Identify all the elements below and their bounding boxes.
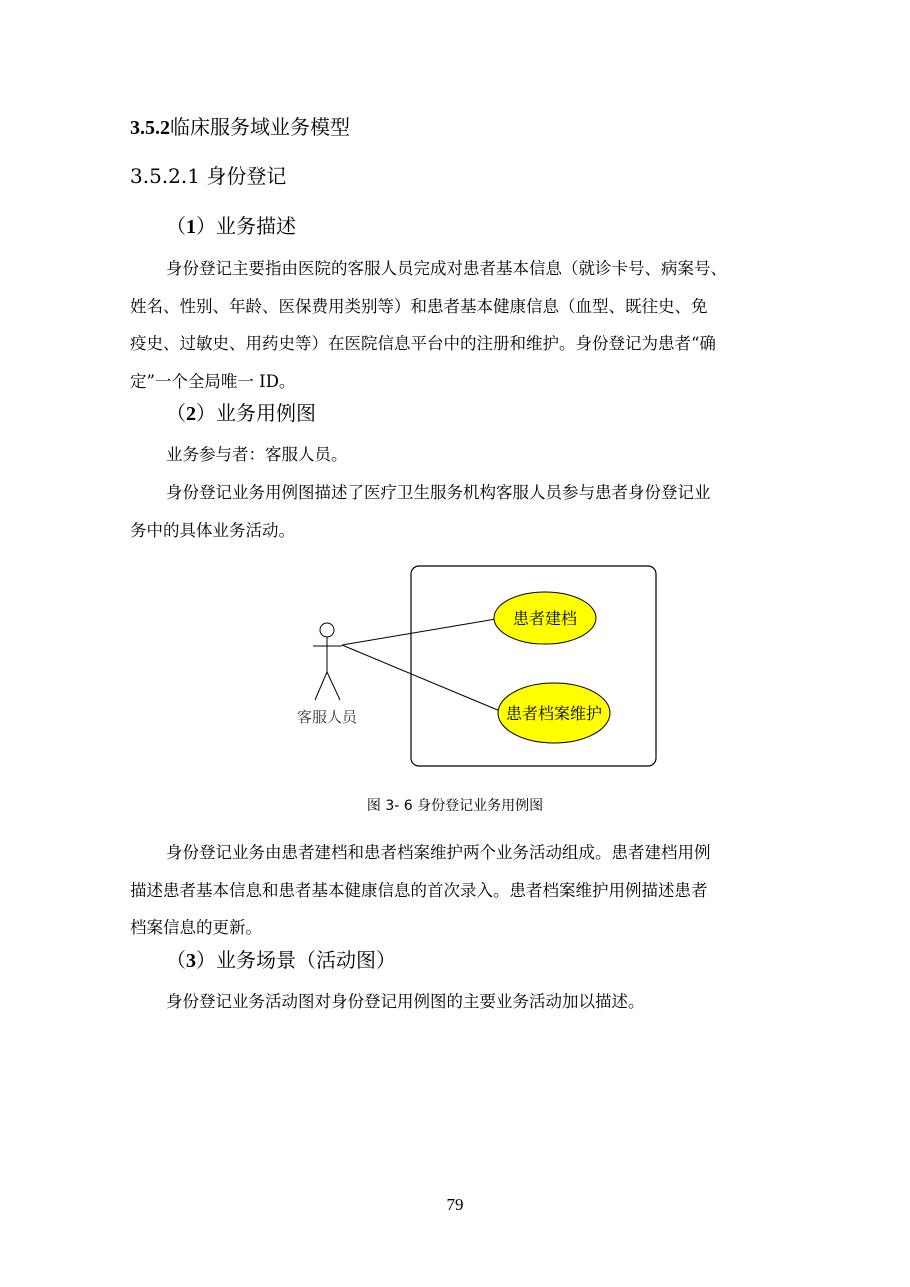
heading-number: 1 bbox=[186, 216, 196, 238]
heading-number: 3 bbox=[186, 950, 196, 972]
actor-figure bbox=[313, 623, 342, 700]
paragraph-line: 身份登记主要指由医院的客服人员完成对患者基本信息（就诊卡号、病案号、 bbox=[166, 259, 727, 278]
association-line bbox=[342, 645, 500, 711]
heading-title: 业务描述 bbox=[216, 214, 296, 238]
heading-title: 业务用例图 bbox=[216, 401, 316, 425]
figure-caption: 图 3- 6 身份登记业务用例图 bbox=[366, 798, 544, 814]
paragraph-line: 身份登记业务用例图描述了医疗卫生服务机构客服人员参与患者身份登记业 bbox=[166, 483, 711, 502]
page-number: 79 bbox=[446, 1195, 464, 1214]
scene-paragraph bbox=[130, 983, 782, 1021]
paragraph-line: 身份登记业务活动图对身份登记用例图的主要业务活动加以描述。 bbox=[166, 992, 645, 1011]
section-number: 3.5.2 bbox=[130, 117, 170, 139]
heading-title: 业务场景（活动图） bbox=[216, 948, 396, 972]
subsection-heading: 3.5.2.1 身份登记 bbox=[130, 164, 287, 188]
heading-business-scene: （3）业务场景（活动图） bbox=[166, 948, 396, 972]
heading-number: 2 bbox=[186, 403, 196, 425]
paragraph-line: 档案信息的更新。 bbox=[130, 918, 262, 937]
paragraph-line: 身份登记业务由患者建档和患者档案维护两个业务活动组成。患者建档用例 bbox=[166, 843, 711, 862]
paragraph-line: 姓名、性别、年龄、医保费用类别等）和患者基本健康信息（血型、既往史、免 bbox=[130, 296, 708, 316]
usecase-label: 患者建档 bbox=[512, 609, 578, 628]
usecase-label: 患者档案维护 bbox=[505, 704, 603, 723]
heading-business-description: （1）业务描述 bbox=[166, 214, 296, 238]
composition-paragraph bbox=[130, 834, 782, 947]
association-line bbox=[342, 619, 496, 645]
paragraph-line: 疫史、过敏史、用药史等）在医院信息平台中的注册和维护。身份登记为患者“确 bbox=[130, 334, 716, 353]
paragraph-line: 定”一个全局唯一 ID。 bbox=[130, 371, 296, 391]
paragraph-line: 业务参与者：客服人员。 bbox=[166, 445, 348, 464]
section-title: 临床服务域业务模型 bbox=[170, 115, 350, 139]
actor-label: 客服人员 bbox=[296, 708, 358, 726]
paragraph-line: 描述患者基本信息和患者基本健康信息的首次录入。患者档案维护用例描述患者 bbox=[130, 880, 708, 900]
paragraph-line: 务中的具体业务活动。 bbox=[130, 520, 295, 540]
heading-usecase-diagram: （2）业务用例图 bbox=[166, 401, 316, 425]
